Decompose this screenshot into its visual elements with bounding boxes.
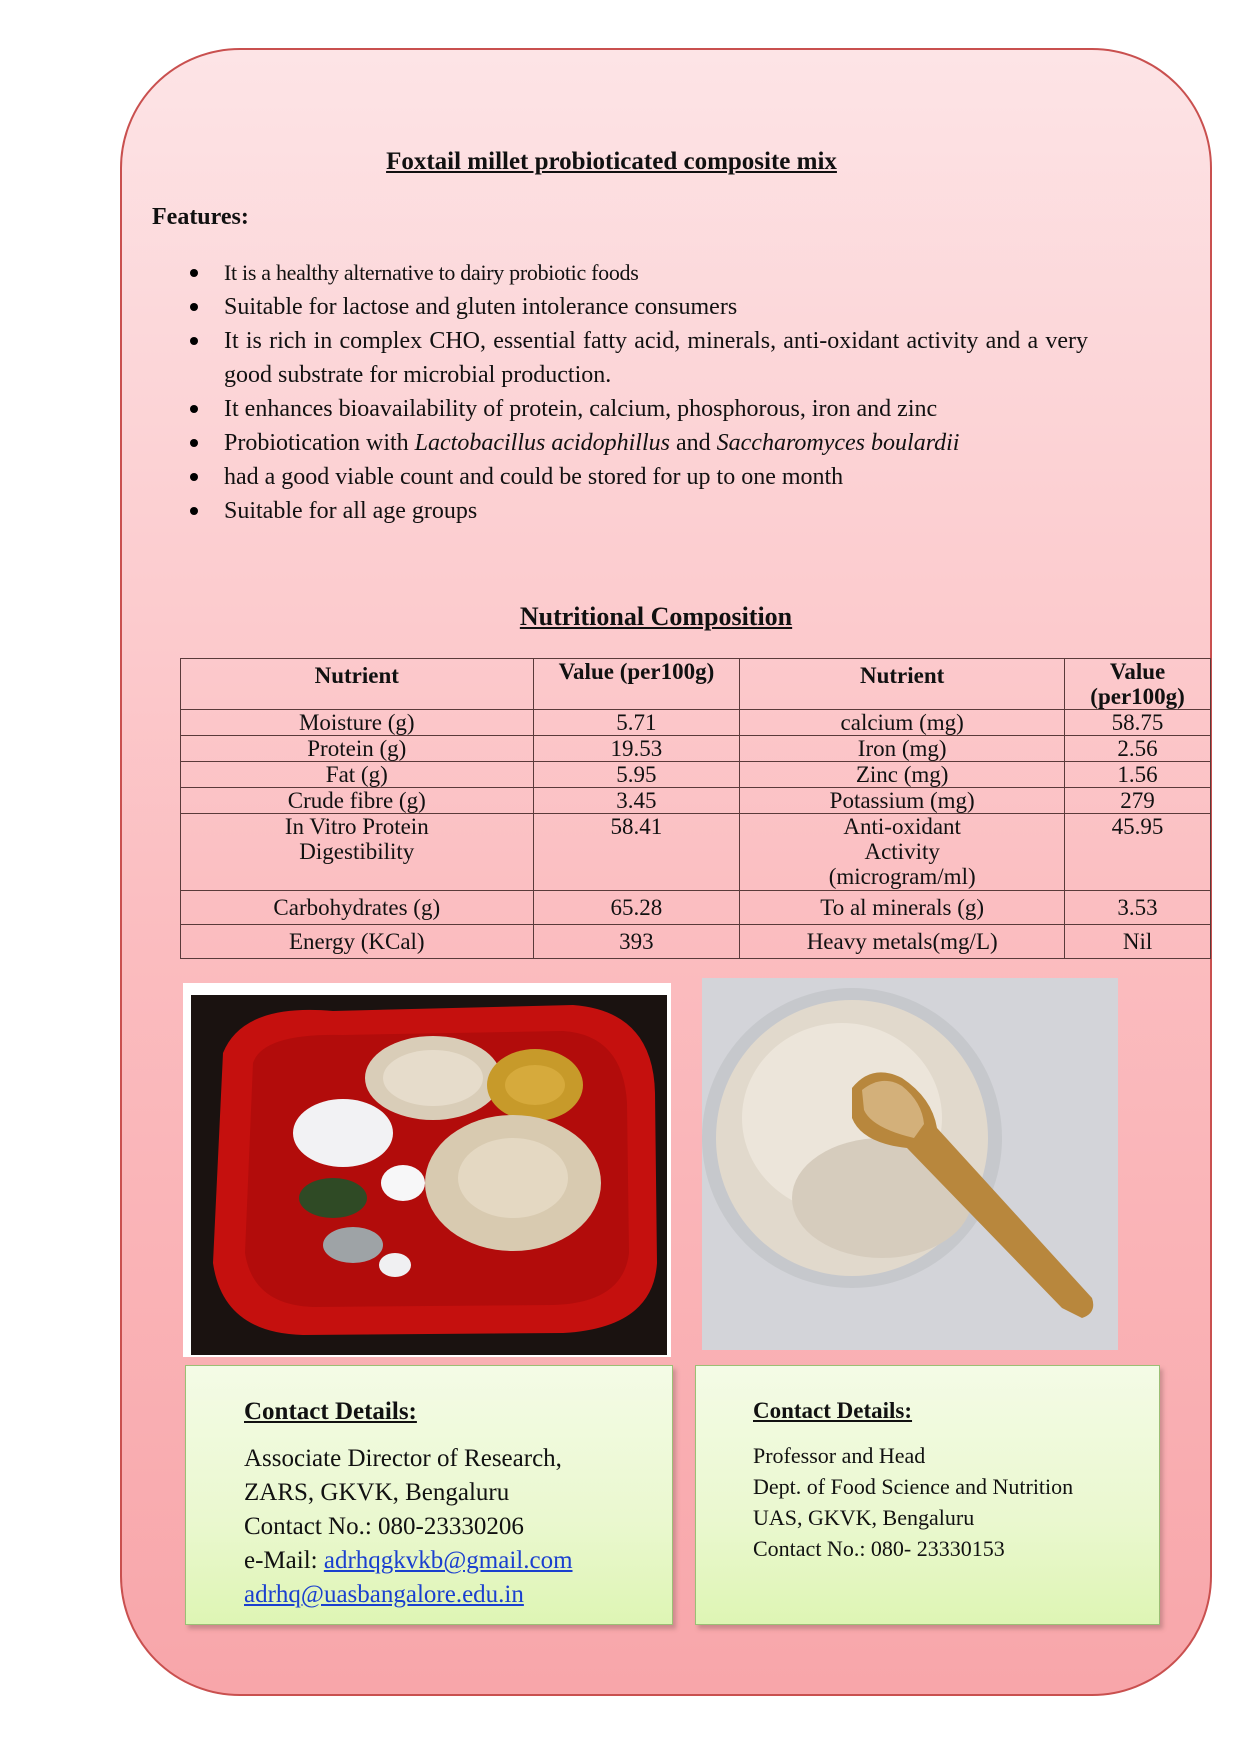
nutrient-name: To al minerals (g) [740, 891, 1065, 925]
column-header: Nutrient [740, 659, 1065, 710]
nutrient-name: Zinc (mg) [740, 762, 1065, 788]
column-header: Nutrient [181, 659, 534, 710]
email-link[interactable]: adrhq@uasbangalore.edu.in [244, 1581, 524, 1608]
contact-card-research [185, 1365, 673, 1625]
nutrient-name: Carbohydrates (g) [181, 891, 534, 925]
nutrient-name: In Vitro Protein Digestibility [181, 814, 534, 891]
feature-text: and [669, 430, 717, 456]
nutrient-value: 1.56 [1065, 762, 1211, 788]
nutrient-name: Iron (mg) [740, 736, 1065, 762]
contact-line: Professor and Head [753, 1443, 926, 1468]
table-header-row [181, 659, 1211, 710]
feature-item [224, 426, 1088, 460]
feature-text: Probiotication with [224, 430, 415, 456]
nutrient-name: Fat (g) [181, 762, 534, 788]
nutrient-value: 3.45 [533, 788, 740, 814]
nutrient-value: 2.56 [1065, 736, 1211, 762]
features-list [180, 256, 1088, 528]
contact-card-food-science [695, 1365, 1160, 1625]
nutrient-name: calcium (mg) [740, 710, 1065, 736]
flour-bowl-photo [702, 978, 1118, 1350]
nutrient-value: 393 [533, 925, 740, 959]
nutrient-name: Anti-oxidant Activity (microgram/ml) [740, 814, 1065, 891]
nutrient-value: 5.71 [533, 710, 740, 736]
contact-line: UAS, GKVK, Bengaluru [753, 1505, 975, 1530]
nutrient-value: 58.41 [533, 814, 740, 891]
contact-phone: Contact No.: 080- 23330153 [753, 1536, 1005, 1561]
nutrient-name: Moisture (g) [181, 710, 534, 736]
contact-email-line [244, 1578, 672, 1612]
nutrient-value: 45.95 [1065, 814, 1211, 891]
nutrient-name: Heavy metals(mg/L) [740, 925, 1065, 959]
organism-name: Saccharomyces boulardii [716, 430, 960, 456]
nutrient-value: 5.95 [533, 762, 740, 788]
column-header: Value (per100g) [533, 659, 740, 710]
nutrient-value: 58.75 [1065, 710, 1211, 736]
table-row [181, 891, 1211, 925]
table-row [181, 710, 1211, 736]
ingredients-plate-photo [183, 983, 671, 1357]
nutrient-value: Nil [1065, 925, 1211, 959]
column-header: Value (per100g) [1065, 659, 1211, 710]
feature-item: It is rich in complex CHO, essential fatty acid, minerals, anti-oxidant activity and a very good substrate for microbial production. [224, 324, 1088, 392]
table-row [181, 762, 1211, 788]
feature-item: Suitable for all age groups [224, 494, 1088, 528]
table-row [181, 788, 1211, 814]
nutrient-name: Protein (g) [181, 736, 534, 762]
nutrient-value: 3.53 [1065, 891, 1211, 925]
features-heading: Features: [152, 204, 249, 230]
table-row [181, 736, 1211, 762]
nutrient-name: Potassium (mg) [740, 788, 1065, 814]
feature-item: It is a healthy alternative to dairy probiotic foods [224, 256, 1088, 290]
contact-line: Dept. of Food Science and Nutrition [753, 1474, 1074, 1499]
nutrient-value: 19.53 [533, 736, 740, 762]
feature-item: Suitable for lactose and gluten intolerance consumers [224, 290, 1088, 324]
email-label: e-Mail: [244, 1547, 324, 1574]
table-row [181, 814, 1211, 891]
nutrition-heading: Nutritional Composition [519, 602, 793, 631]
contact-heading: Contact Details: [244, 1398, 417, 1425]
table-row [181, 925, 1211, 959]
nutrient-name: Crude fibre (g) [181, 788, 534, 814]
page-title: Foxtail millet probioticated composite mix [386, 148, 837, 175]
feature-item: It enhances bioavailability of protein, calcium, phosphorous, iron and zinc [224, 392, 1088, 426]
organism-name: Lactobacillus acidophillus [414, 430, 670, 456]
contact-phone: Contact No.: 080-23330206 [244, 1513, 524, 1540]
nutrient-value: 65.28 [533, 891, 740, 925]
contact-line: Associate Director of Research, [244, 1445, 562, 1472]
contact-line: ZARS, GKVK, Bengaluru [244, 1479, 510, 1506]
nutrition-table [180, 658, 1211, 959]
email-link[interactable]: adrhqgkvkb@gmail.com [323, 1547, 573, 1574]
feature-item: had a good viable count and could be stored for up to one month [224, 460, 1088, 494]
nutrient-name: Energy (KCal) [181, 925, 534, 959]
nutrient-value: 279 [1065, 788, 1211, 814]
contact-email-line [244, 1544, 672, 1578]
contact-heading: Contact Details: [753, 1398, 913, 1423]
